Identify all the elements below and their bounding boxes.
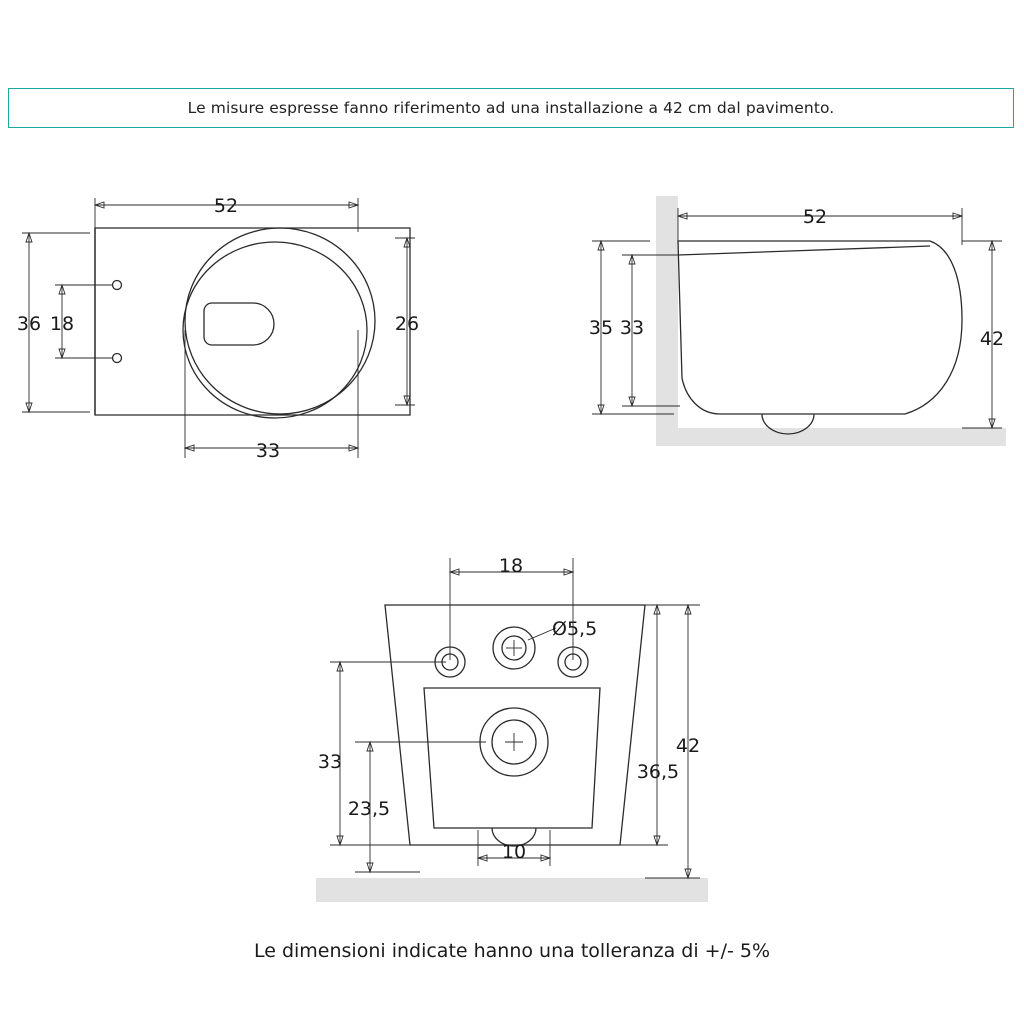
side-35-label: 35 [588,317,614,339]
top-52-label: 52 [213,195,239,217]
front-235-label: 23,5 [347,798,391,820]
front-view [316,555,708,902]
side-view-rim-line [678,246,930,255]
front-diameter-label: Ø5,5 [552,618,598,640]
side-52-label: 52 [802,206,828,228]
front-33-label: 33 [317,751,343,773]
front-42-label: 42 [675,735,701,757]
top-view-body-outline [95,228,410,415]
front-10-label: 10 [501,841,527,863]
top-36-label: 36 [16,313,42,335]
front-18-label: 18 [498,555,524,577]
tolerance-note: Le dimensioni indicate hanno una tolleranza di +/- 5% [253,940,771,962]
top-26-label: 26 [394,313,420,335]
top-view-fixing-hole-upper [113,281,122,290]
top-33-label: 33 [255,440,281,462]
top-18-label: 18 [49,313,75,335]
top-view-outlet-shape [204,303,274,345]
side-view-floor [656,428,1006,446]
front-view-inner-panel [424,688,600,828]
front-view-body-outline [385,605,645,845]
installation-note-text: Le misure espresse fanno riferimento ad una installazione a 42 cm dal pavimento. [187,99,835,117]
side-33-label: 33 [619,317,645,339]
side-view [589,196,1006,446]
side-view-wall [656,196,678,428]
top-view-bowl-inner [183,242,367,418]
front-view-floor [316,878,708,902]
top-view-fixing-hole-lower [113,354,122,363]
top-view [17,195,419,462]
side-42-label: 42 [979,328,1005,350]
front-365-label: 36,5 [636,761,680,783]
side-view-body-outline [678,241,962,414]
